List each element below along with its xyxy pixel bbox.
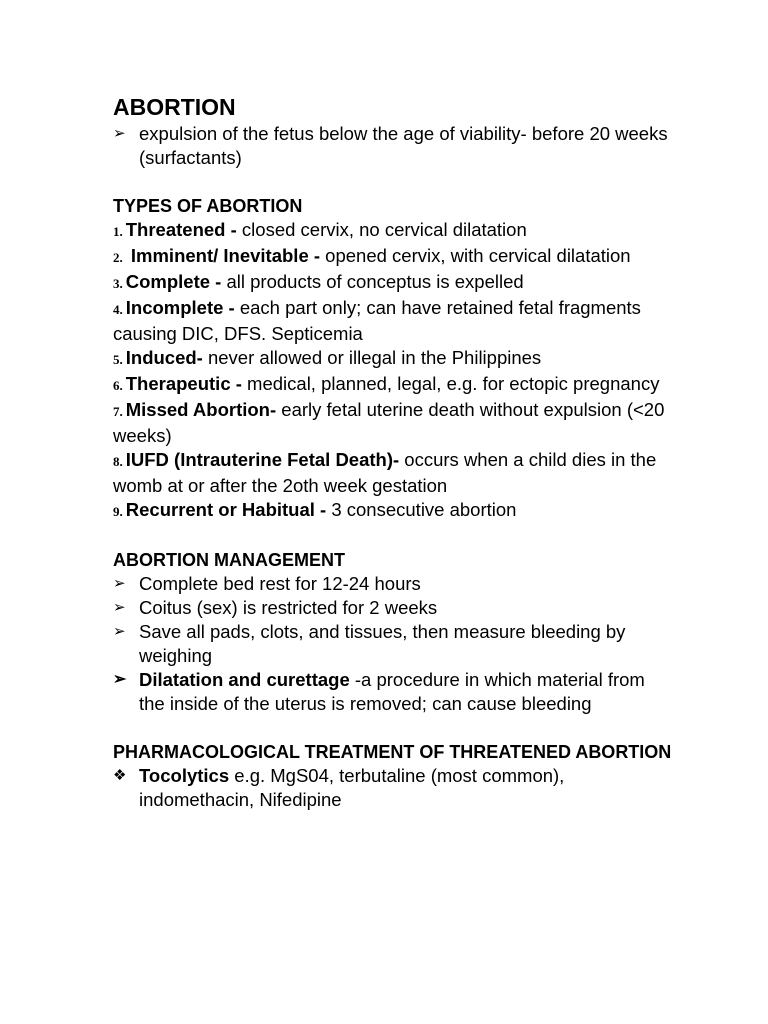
item-desc: early fetal uterine death without expulsion (<20 weeks) <box>113 399 665 446</box>
management-item-text: Coitus (sex) is restricted for 2 weeks <box>139 597 438 618</box>
item-number: 1. <box>113 224 123 239</box>
management-item <box>113 572 673 596</box>
item-term: Incomplete - <box>125 297 235 318</box>
pharma-item <box>113 764 673 812</box>
item-term: Threatened - <box>125 219 237 240</box>
item-term: Therapeutic - <box>125 373 242 394</box>
pharma-term: Tocolytics <box>139 765 230 786</box>
list-item <box>113 270 673 296</box>
item-term: Missed Abortion- <box>125 399 277 420</box>
item-number: 2. <box>113 250 123 265</box>
item-term: Induced- <box>125 347 203 368</box>
item-desc: opened cervix, with cervical dilatation <box>320 245 631 266</box>
item-desc: 3 consecutive abortion <box>326 499 517 520</box>
types-heading: TYPES OF ABORTION <box>113 196 303 216</box>
item-desc: medical, planned, legal, e.g. for ectopic pregnancy <box>241 373 660 394</box>
item-number: 8. <box>113 454 123 469</box>
dc-desc: -a procedure in which material from the inside of the uterus is removed; can cause bleeding <box>139 669 645 714</box>
item-number: 4. <box>113 302 123 317</box>
list-item <box>113 244 673 270</box>
management-item-dc <box>113 668 673 716</box>
list-item <box>113 296 673 346</box>
arrow-bullet-icon: ➢ <box>113 599 126 616</box>
item-number: 3. <box>113 276 123 291</box>
item-number: 6. <box>113 378 123 393</box>
item-number: 5. <box>113 352 123 367</box>
arrow-bullet-icon: ➢ <box>113 125 126 142</box>
item-term: Complete - <box>125 271 222 292</box>
definition-bullet <box>113 122 673 170</box>
management-heading: ABORTION MANAGEMENT <box>113 550 345 570</box>
document-page <box>113 92 673 812</box>
item-term: Imminent/ Inevitable - <box>125 245 321 266</box>
arrow-bullet-icon: ➢ <box>113 575 126 592</box>
types-list <box>113 218 673 524</box>
list-item <box>113 448 673 498</box>
list-item <box>113 498 673 524</box>
item-desc: all products of conceptus is expelled <box>221 271 524 292</box>
list-item <box>113 346 673 372</box>
item-desc: occurs when a child dies in the womb at or after the 2oth week gestation <box>113 449 657 496</box>
pharma-heading: PHARMACOLOGICAL TREATMENT OF THREATENED ABORTION <box>113 742 672 762</box>
item-desc: closed cervix, no cervical dilatation <box>236 219 527 240</box>
arrow-bullet-icon: ➢ <box>113 671 127 688</box>
item-term: IUFD (Intrauterine Fetal Death)- <box>125 449 400 470</box>
management-item-text: Save all pads, clots, and tissues, then measure bleeding by weighing <box>139 621 626 666</box>
item-desc: each part only; can have retained fetal fragments causing DIC, DFS. Septicemia <box>113 297 641 344</box>
management-item <box>113 620 673 668</box>
management-item <box>113 596 673 620</box>
item-desc: never allowed or illegal in the Philippines <box>202 347 542 368</box>
list-item <box>113 372 673 398</box>
definition-text: expulsion of the fetus below the age of viability- before 20 weeks (surfactants) <box>139 123 668 168</box>
page-title: ABORTION <box>113 94 236 120</box>
item-number: 7. <box>113 404 123 419</box>
list-item <box>113 218 673 244</box>
arrow-bullet-icon: ➢ <box>113 623 126 640</box>
management-item-text: Complete bed rest for 12-24 hours <box>139 573 421 594</box>
diamond-bullet-icon: ❖ <box>113 767 127 784</box>
item-term: Recurrent or Habitual - <box>125 499 327 520</box>
list-item <box>113 398 673 448</box>
item-number: 9. <box>113 504 123 519</box>
dc-term: Dilatation and curettage <box>139 669 350 690</box>
pharma-desc: e.g. MgS04, terbutaline (most common), indomethacin, Nifedipine <box>139 765 565 810</box>
